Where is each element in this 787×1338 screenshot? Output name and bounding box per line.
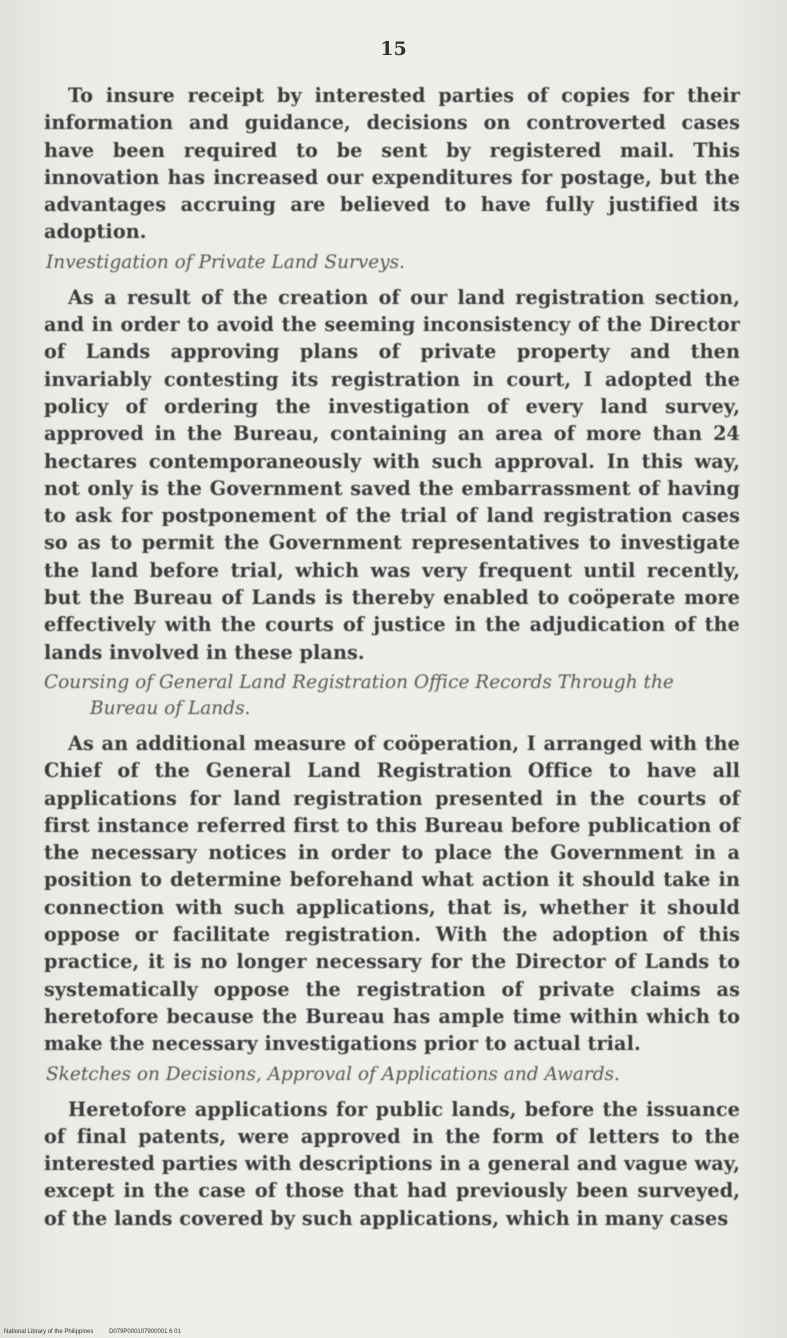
paragraph-cooperation-measure: As an additional measure of coöperation, I arranged with the Chief of the General Land Registration Office to have all applications for land registration presented in the courts of first instance referred first to this Bureau before publication of the necessary notices in order to place the Government in a position to determine beforehand what action it should take in connection with such applications, that is, whether it should oppose or facilitate registration. With the adoption of this practice, it is no longer necessary for the Director of Lands to systematically oppose the registration of private claims as heretofore because the Bureau has ample time within which to make the necessary investigations prior to actual trial. bbox=[44, 731, 740, 1056]
paragraph-public-land-applications: Heretofore applications for public lands, before the issuance of final patents, were approved in the form of letters to the interested parties with descriptions in a general and vague way, except in the case of those that had previously been surveyed, of the lands covered by such applications, which in many cases bbox=[44, 1097, 740, 1230]
heading-private-land-surveys: Investigation of Private Land Surveys. bbox=[46, 251, 406, 273]
paragraph-registered-mail: To insure receipt by interested parties of copies for their information and guidance, decisions on controverted cases have been required to be sent by registered mail. This innovation has increased our expenditures for postage, but the advantages accruing are believed to have fully justified its adoption. bbox=[44, 84, 740, 244]
heading-sketches-on-decisions: Sketches on Decisions, Approval of Applications and Awards. bbox=[46, 1063, 620, 1085]
page-body bbox=[44, 82, 740, 1236]
scan-footer bbox=[4, 1329, 195, 1335]
footer-code: D079P000107900001 6 01 bbox=[109, 1329, 181, 1335]
page-number: 15 bbox=[380, 38, 407, 60]
heading-registration-office-records: Coursing of General Land Registration Office Records Through the Bureau of Lands. bbox=[44, 671, 674, 719]
paragraph-land-survey-investigation: As a result of the creation of our land registration section, and in order to avoid the seeming inconsistency of the Director of Lands approving plans of private property and then invariably contesting its registration in court, I adopted the policy of ordering the investigation of every land survey, approved in the Bureau, containing an area of more than 24 hectares contemporaneously with such approval. In this way, not only is the Government saved the embarrassment of having to ask for postponement of the trial of land registration cases so as to permit the Government representatives to investigate the land before trial, which was very frequent until recently, but the Bureau of Lands is thereby enabled to coöperate more effectively with the courts of justice in the adjudication of the lands involved in these plans. bbox=[44, 285, 740, 664]
footer-library: National Library of the Philippines bbox=[4, 1329, 94, 1335]
